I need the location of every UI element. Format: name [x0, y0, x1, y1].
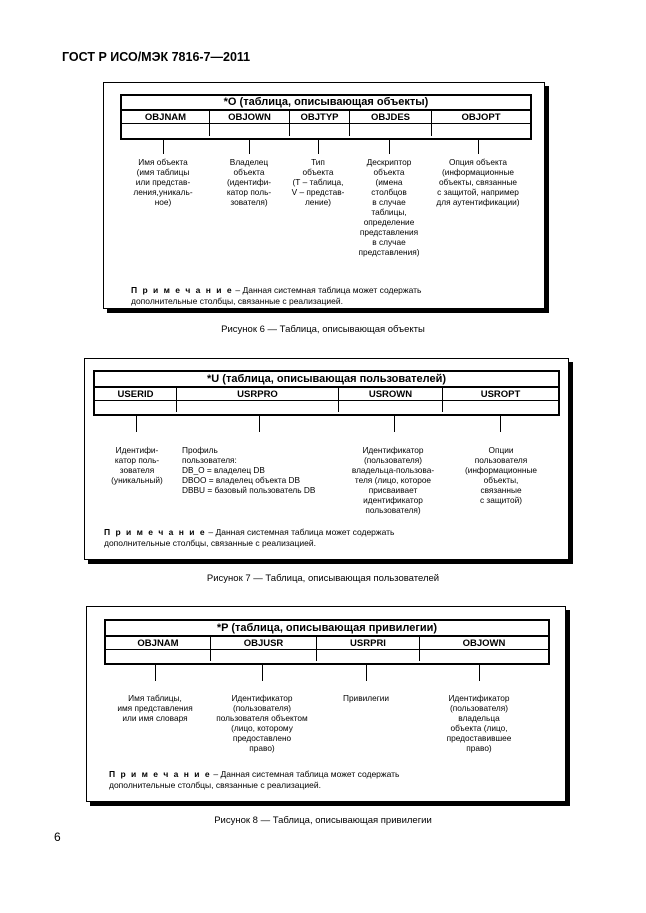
column-description: Опции пользователя (информационные объекты, связанные с защитой) [464, 445, 538, 505]
table-cell [420, 650, 548, 661]
connector-line [318, 138, 319, 154]
column-header: OBJOWN [210, 111, 290, 124]
connector-line [366, 665, 367, 681]
figure-8-caption: Рисунок 8 — Таблица, описывающая привилегии [214, 815, 432, 826]
note-text-line2: дополнительные столбцы, связанные с реализацией. [104, 538, 316, 548]
figure-6-caption: Рисунок 6 — Таблица, описывающая объекты [221, 324, 425, 335]
connector-line [394, 416, 395, 432]
connector-line [163, 138, 164, 154]
column-header: USROWN [339, 388, 443, 401]
note-label: П р и м е ч а н и е [131, 285, 234, 295]
column-description: Привилегии [342, 693, 389, 703]
note-label: П р и м е ч а н и е [109, 769, 212, 779]
column-description: Идентифи- катор поль- зователя (уникальный) [111, 445, 163, 485]
table-note [131, 285, 531, 307]
table-cell [211, 650, 317, 661]
column-description: Имя объекта (имя таблицы или представ- ления,уникаль- ное) [133, 157, 193, 207]
table-cell [339, 401, 443, 412]
connector-line [155, 665, 156, 681]
column-description: Идентификатор (пользователя) владельца объекта (лицо, предоставившее право) [446, 693, 512, 753]
table-title: *O (таблица, описывающая объекты) [122, 96, 530, 111]
document-header: ГОСТ Р ИСО/МЭК 7816-7—2011 [62, 50, 251, 64]
column-header: OBJDES [350, 111, 432, 124]
table-cell [350, 124, 432, 136]
column-description: Профиль пользователя: DB_O = владелец DB DBOO = владелец объекта DB DBBU = базовый пользователь DB [182, 445, 316, 495]
connector-line [249, 138, 250, 154]
column-description: Имя таблицы, имя представления или имя словаря [117, 693, 193, 723]
table-cell [290, 124, 350, 136]
figure-8-frame [86, 606, 566, 802]
table-cell [177, 401, 339, 412]
column-header: OBJOWN [420, 637, 548, 650]
column-description: Идентификатор (пользователя) пользователя объектом (лицо, которому предоставлено право) [216, 693, 308, 753]
column-header: USROPT [443, 388, 558, 401]
connector-line [262, 665, 263, 681]
column-description: Владелец объекта (идентифи- катор поль- зователя) [226, 157, 272, 207]
objects-table [120, 94, 532, 140]
table-cell [122, 124, 210, 136]
connector-line [136, 416, 137, 432]
note-text: – Данная системная таблица может содержать [206, 527, 395, 537]
connector-line [389, 138, 390, 154]
note-text: – Данная системная таблица может содержать [233, 285, 422, 295]
page-number: 6 [54, 830, 61, 844]
table-cell [443, 401, 558, 412]
table-title: *U (таблица, описывающая пользователей) [95, 372, 558, 388]
table-cell [95, 401, 177, 412]
column-description: Дескриптор объекта (имена столбцов в случае таблицы, определение представления в случае представления) [358, 157, 420, 257]
note-text: – Данная системная таблица может содержать [211, 769, 400, 779]
column-header: OBJUSR [211, 637, 317, 650]
column-description: Идентификатор (пользователя) владельца-пользова- теля (лицо, которое присваивает идентификатор пользователя) [351, 445, 435, 515]
column-header: OBJOPT [432, 111, 530, 124]
column-description: Опция объекта (информационные объекты, связанные с защитой, например для аутентификации) [436, 157, 520, 207]
column-header: USERID [95, 388, 177, 401]
note-label: П р и м е ч а н и е [104, 527, 207, 537]
table-cell [432, 124, 530, 136]
column-header: USRPRI [317, 637, 420, 650]
table-title: *P (таблица, описывающая привилегии) [106, 621, 548, 637]
column-header: USRPRO [177, 388, 339, 401]
note-text-line2: дополнительные столбцы, связанные с реализацией. [131, 296, 343, 306]
users-table [93, 370, 560, 416]
column-header: OBJNAM [106, 637, 211, 650]
table-cell [210, 124, 290, 136]
figure-7-frame [84, 358, 569, 560]
connector-line [479, 665, 480, 681]
connector-line [259, 416, 260, 432]
column-header: OBJNAM [122, 111, 210, 124]
privileges-table [104, 619, 550, 665]
column-header: OBJTYP [290, 111, 350, 124]
table-cell [317, 650, 420, 661]
table-note [109, 769, 529, 791]
connector-line [478, 138, 479, 154]
table-note [104, 527, 524, 549]
table-cell [106, 650, 211, 661]
note-text-line2: дополнительные столбцы, связанные с реализацией. [109, 780, 321, 790]
figure-6-frame [103, 82, 545, 309]
figure-7-caption: Рисунок 7 — Таблица, описывающая пользователей [206, 573, 440, 584]
column-description: Тип объекта (Т – таблица, V – представ- ление) [291, 157, 345, 207]
connector-line [500, 416, 501, 432]
